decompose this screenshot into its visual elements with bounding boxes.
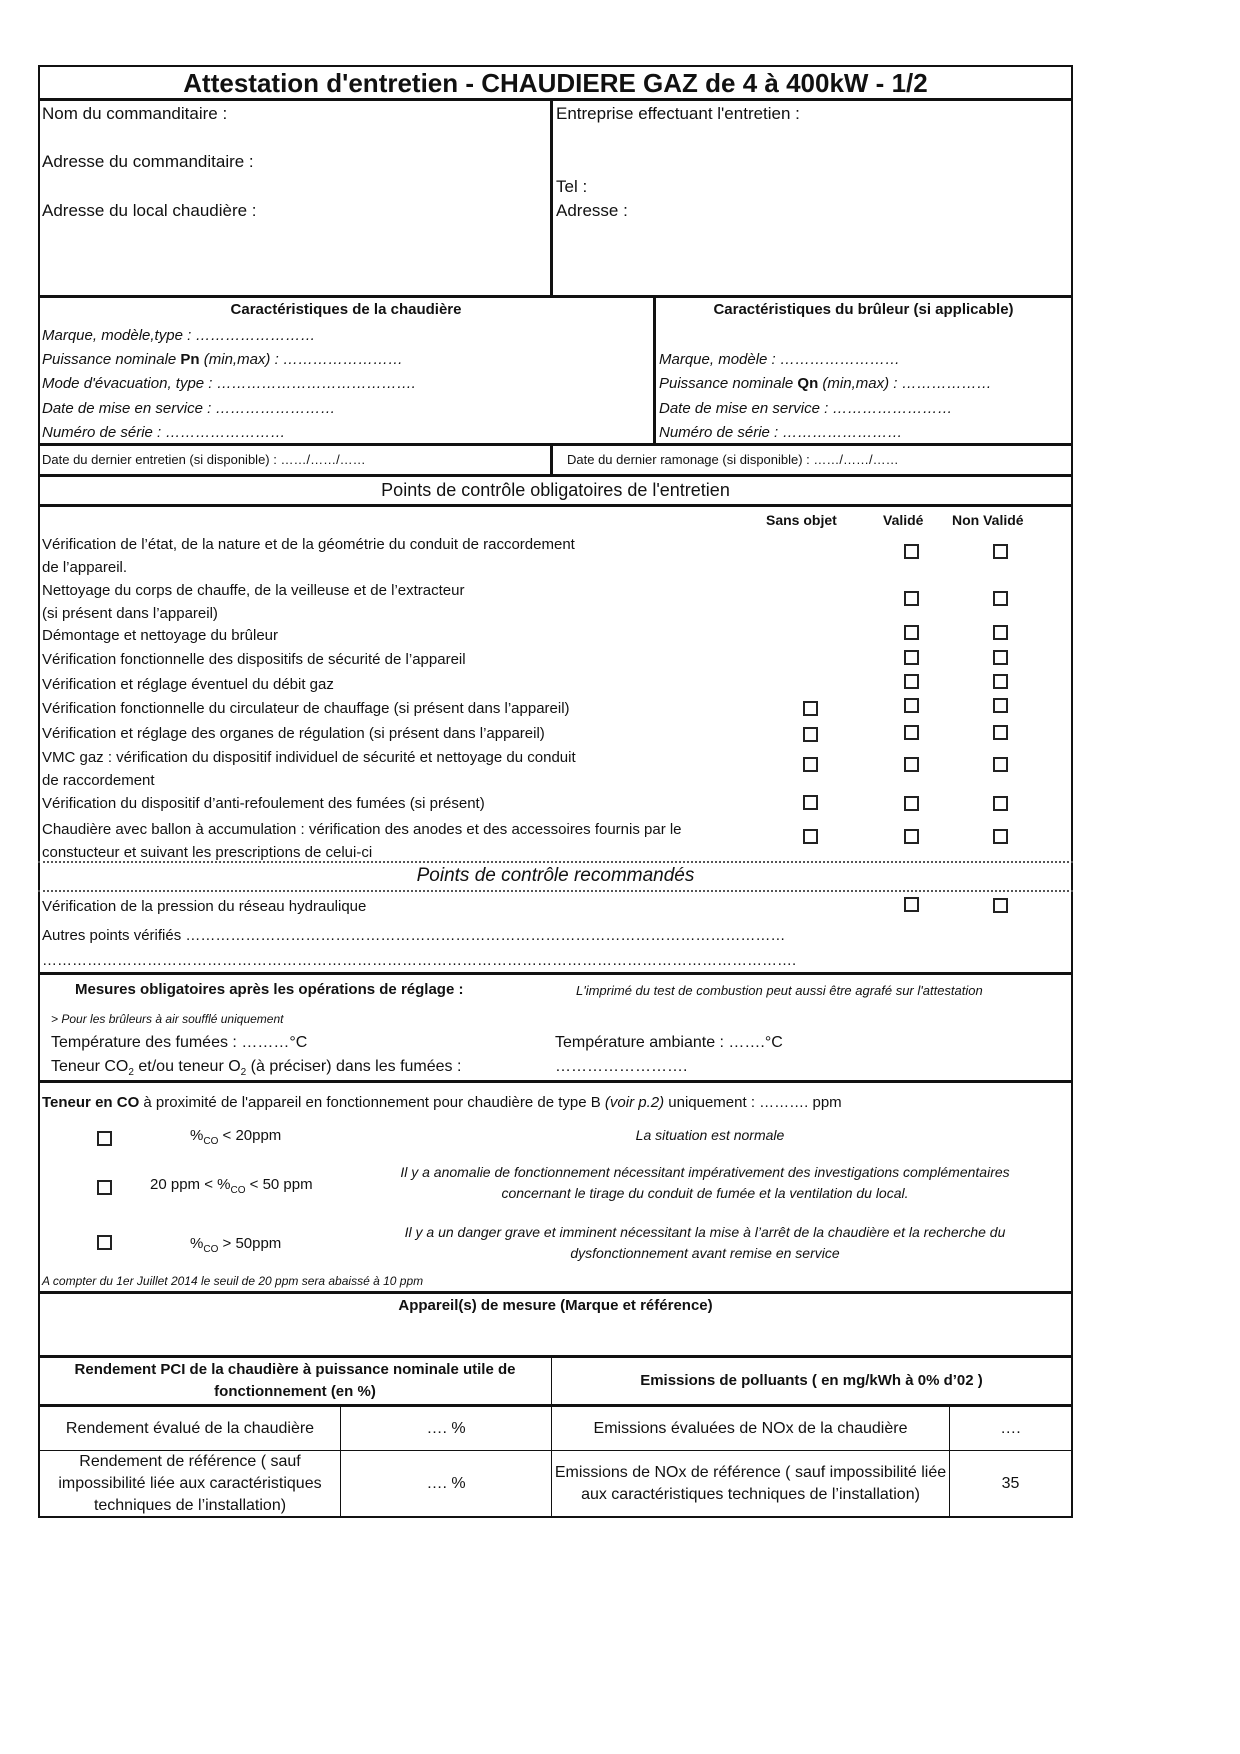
mandatory-item-not-applicable-checkbox[interactable]: [803, 701, 818, 716]
label: > 50ppm: [218, 1235, 282, 1252]
mandatory-item-label: Vérification et réglage des organes de régulation (si présent dans l’appareil): [42, 725, 545, 742]
mandatory-item-validated-checkbox[interactable]: [904, 757, 919, 772]
mandatory-item-not-validated-checkbox[interactable]: [993, 650, 1008, 665]
client-address-label: Adresse du commanditaire :: [42, 152, 254, 171]
co-heading: [42, 1094, 842, 1111]
mandatory-item-label: VMC gaz : vérification du dispositif individuel de sécurité et nettoyage du conduit: [42, 749, 576, 766]
boiler-commissioning-field[interactable]: Date de mise en service : ……………………: [42, 400, 336, 417]
divider: [38, 972, 1073, 975]
mandatory-item-not-validated-checkbox[interactable]: [993, 796, 1008, 811]
burner-power-field[interactable]: [659, 375, 992, 392]
other-checks-field-line2[interactable]: …………………………………………………………………………………………………………………………………….: [42, 952, 797, 969]
mandatory-item-validated-checkbox[interactable]: [904, 796, 919, 811]
mandatory-item-label: Vérification de l’état, de la nature et de la géométrie du conduit de raccordement: [42, 536, 575, 553]
label: (à préciser) dans les fumées :: [246, 1058, 462, 1075]
co2-o2-value-field[interactable]: …………………….: [555, 1058, 688, 1075]
mandatory-item-validated-checkbox[interactable]: [904, 544, 919, 559]
boiler-room-address-label: Adresse du local chaudière :: [42, 201, 257, 220]
ambient-temperature-field[interactable]: Température ambiante : …….°C: [555, 1034, 783, 1051]
mandatory-item-label: Démontage et nettoyage du brûleur: [42, 627, 278, 644]
mandatory-item-validated-checkbox[interactable]: [904, 591, 919, 606]
subscript: CO: [230, 1185, 246, 1196]
mandatory-item-not-applicable-checkbox[interactable]: [803, 829, 818, 844]
column-validated: Validé: [883, 512, 924, 528]
mandatory-item-label: Vérification du dispositif d’anti-refoulement des fumées (si présent): [42, 795, 485, 812]
boiler-brand-field[interactable]: Marque, modèle,type : ……………………: [42, 327, 316, 344]
divider: [550, 443, 553, 475]
divider: [38, 890, 1073, 892]
label: %: [190, 1235, 204, 1252]
company-tel-label: Tel :: [556, 177, 588, 196]
last-service-date-field[interactable]: Date du dernier entretien (si disponible) : ……/……/……: [42, 452, 366, 467]
mandatory-item-label: Vérification fonctionnelle du circulateur de chauffage (si présent dans l’appareil): [42, 700, 570, 717]
mandatory-item-not-validated-checkbox[interactable]: [993, 757, 1008, 772]
company-label: Entreprise effectuant l'entretien :: [556, 104, 800, 123]
pressure-check-label: Vérification de la pression du réseau hydraulique: [42, 898, 367, 915]
company-address-label: Adresse :: [556, 201, 628, 220]
mandatory-item-not-applicable-checkbox[interactable]: [803, 795, 818, 810]
label: Teneur CO: [51, 1058, 129, 1075]
nox-reference-value: 35: [1001, 1475, 1020, 1492]
mandatory-item-label: Vérification et réglage éventuel du débit gaz: [42, 676, 334, 693]
efficiency-heading: Rendement PCI de la chaudière à puissance nominale utile de fonctionnement (en %): [74, 1361, 516, 1400]
divider: [550, 98, 553, 296]
mandatory-item-label: de l’appareil.: [42, 559, 128, 576]
label: Teneur en CO: [42, 1094, 140, 1111]
mandatory-item-not-validated-checkbox[interactable]: [993, 591, 1008, 606]
boiler-flue-field[interactable]: Mode d'évacuation, type : ………………………………….: [42, 375, 416, 392]
column-not-applicable: Sans objet: [766, 512, 837, 528]
flue-temperature-field[interactable]: Température des fumées : ………°C: [51, 1034, 308, 1051]
label: (voir p.2): [604, 1094, 665, 1111]
column-not-validated: Non Validé: [952, 512, 1024, 528]
mandatory-item-not-applicable-checkbox[interactable]: [803, 757, 818, 772]
mandatory-item-label: Vérification fonctionnelle des dispositifs de sécurité de l’appareil: [42, 651, 466, 668]
co-level-3-description: Il y a un danger grave et imminent nécessitant la mise à l’arrêt de la chaudière et la recherche du: [404, 1224, 1006, 1240]
page-title: Attestation d'entretien - CHAUDIERE GAZ de 4 à 400kW - 1/2: [183, 68, 928, 98]
efficiency-reference-value[interactable]: …. %: [426, 1475, 466, 1492]
co-level-2-checkbox[interactable]: [97, 1180, 112, 1195]
divider: [38, 1080, 1073, 1083]
divider: [38, 295, 1073, 298]
measures-sub-note: > Pour les brûleurs à air soufflé uniquement: [51, 1012, 284, 1026]
burner-commissioning-field[interactable]: Date de mise en service : ……………………: [659, 400, 953, 417]
label: Puissance nominale: [659, 375, 798, 392]
subscript: 2: [128, 1067, 134, 1079]
burner-heading: Caractéristiques du brûleur (si applicable): [713, 301, 1014, 318]
co-level-2-label: [150, 1176, 313, 1196]
co-level-3-description-line2: dysfonctionnement avant remise en service: [570, 1245, 840, 1261]
efficiency-evaluated-label: Rendement évalué de la chaudière: [65, 1419, 315, 1437]
last-sweep-date-field[interactable]: Date du dernier ramonage (si disponible) : ……/……/……: [567, 452, 899, 467]
mandatory-item-label: Chaudière avec ballon à accumulation : vérification des anodes et des accessoires fournis par le: [42, 821, 682, 838]
mandatory-item-not-validated-checkbox[interactable]: [993, 625, 1008, 640]
efficiency-evaluated-value[interactable]: …. %: [426, 1419, 466, 1437]
mandatory-item-not-applicable-checkbox[interactable]: [803, 727, 818, 742]
label: (min,max) : ………………: [818, 375, 992, 392]
co-level-2-description-line2: concernant le tirage du conduit de fumée et la ventilation du local.: [501, 1185, 909, 1201]
divider: [38, 504, 1073, 507]
co-level-2-description: Il y a anomalie de fonctionnement nécessitant impérativement des investigations complémentaires: [400, 1164, 1010, 1180]
boiler-serial-field[interactable]: Numéro de série : ……………………: [42, 424, 286, 441]
mandatory-item-not-validated-checkbox[interactable]: [993, 674, 1008, 689]
mandatory-item-not-validated-checkbox[interactable]: [993, 698, 1008, 713]
nox-evaluated-value[interactable]: ….: [1000, 1419, 1021, 1437]
mandatory-item-label: (si présent dans l’appareil): [42, 605, 218, 622]
mandatory-item-validated-checkbox[interactable]: [904, 650, 919, 665]
label: 20 ppm < %: [150, 1176, 231, 1193]
co-level-3-label: [190, 1235, 281, 1255]
subscript: 2: [240, 1067, 247, 1079]
mandatory-item-label: Nettoyage du corps de chauffe, de la veilleuse et de l’extracteur: [42, 582, 465, 599]
divider: [38, 861, 1073, 863]
burner-serial-field[interactable]: Numéro de série : ……………………: [659, 424, 903, 441]
qn-symbol: Qn: [797, 375, 819, 392]
label: %: [190, 1127, 204, 1144]
nox-reference-label: Emissions de NOx de référence ( sauf impossibilité liée aux caractéristiques techniques de l’installation): [554, 1464, 947, 1503]
mandatory-item-not-validated-checkbox[interactable]: [993, 725, 1008, 740]
label: < 20ppm: [218, 1127, 282, 1144]
label: (min,max) : ……………………: [199, 351, 403, 368]
co-level-1-checkbox[interactable]: [97, 1131, 112, 1146]
nox-evaluated-label: Emissions évaluées de NOx de la chaudière: [593, 1419, 908, 1437]
label: uniquement : ………. ppm: [664, 1094, 842, 1111]
co-level-1-label: [190, 1127, 281, 1147]
client-name-label: Nom du commanditaire :: [42, 104, 228, 123]
mandatory-item-validated-checkbox[interactable]: [904, 698, 919, 713]
label: Puissance nominale: [42, 351, 181, 368]
label: < 50 ppm: [245, 1176, 313, 1193]
other-checks-field[interactable]: Autres points vérifiés …………………………………………………………………………………………………………: [42, 927, 786, 944]
mandatory-heading: Points de contrôle obligatoires de l'entretien: [381, 480, 730, 500]
mandatory-item-validated-checkbox[interactable]: [904, 674, 919, 689]
divider: [38, 443, 1073, 446]
pressure-not-validated-checkbox[interactable]: [993, 898, 1008, 913]
instruments-heading: Appareil(s) de mesure (Marque et référence): [398, 1297, 713, 1314]
mandatory-item-not-validated-checkbox[interactable]: [993, 544, 1008, 559]
co-level-3-checkbox[interactable]: [97, 1235, 112, 1250]
mandatory-item-validated-checkbox[interactable]: [904, 829, 919, 844]
co2-o2-label: [51, 1058, 461, 1078]
mandatory-item-not-validated-checkbox[interactable]: [993, 829, 1008, 844]
subscript: CO: [203, 1136, 219, 1147]
boiler-power-field[interactable]: [42, 351, 403, 368]
recommended-heading: Points de contrôle recommandés: [416, 865, 695, 886]
divider: [38, 474, 1073, 477]
label: à proximité de l'appareil en fonctionnement pour chaudière de type B: [139, 1094, 605, 1111]
emissions-heading: Emissions de polluants ( en mg/kWh à 0% d’02 ): [640, 1372, 983, 1389]
measures-note: L'imprimé du test de combustion peut aussi être agrafé sur l'attestation: [576, 983, 983, 998]
label: et/ou teneur O: [133, 1058, 241, 1075]
mandatory-item-label: de raccordement: [42, 772, 155, 789]
divider: [38, 1291, 1073, 1294]
co-footnote: A compter du 1er Juillet 2014 le seuil de 20 ppm sera abaissé à 10 ppm: [42, 1274, 424, 1288]
mandatory-item-validated-checkbox[interactable]: [904, 725, 919, 740]
pressure-validated-checkbox[interactable]: [904, 897, 919, 912]
mandatory-item-label: constucteur et suivant les prescriptions de celui-ci: [42, 844, 373, 861]
co-level-1-description: La situation est normale: [635, 1127, 785, 1143]
boiler-heading: Caractéristiques de la chaudière: [230, 301, 462, 318]
mandatory-item-validated-checkbox[interactable]: [904, 625, 919, 640]
burner-brand-field[interactable]: Marque, modèle : ……………………: [659, 351, 900, 368]
measures-heading: Mesures obligatoires après les opérations de réglage :: [75, 981, 464, 998]
pn-symbol: Pn: [180, 351, 200, 368]
subscript: CO: [203, 1244, 219, 1255]
efficiency-reference-label: Rendement de référence ( sauf impossibilité liée aux caractéristiques techniques de l’installation): [58, 1453, 322, 1514]
